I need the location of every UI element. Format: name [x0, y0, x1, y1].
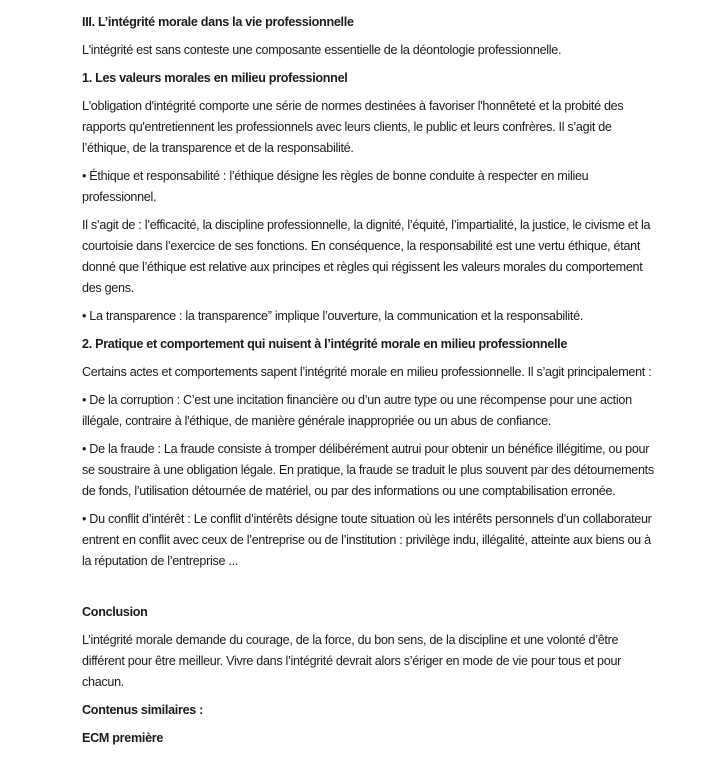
contenus-similaires-heading: Contenus similaires : [82, 703, 204, 717]
bullet-transparence: • La transparence : la transparence” implique l’ouverture, la communication et la responsabilité. [82, 309, 584, 323]
ecm-premiere-heading: ECM première [82, 731, 164, 745]
bullet-corruption: • De la corruption : C’est une incitation financière ou d’un autre type ou une récompense pour une action illégale, contraire à l'éthique, de manière générale inappropriée ou un abus de confiance. [82, 393, 632, 428]
paragraph-certains-actes: Certains actes et comportements sapent l’intégrité morale en milieu professionnelle. Il s’agit principalement : [82, 365, 652, 379]
conclusion-heading: Conclusion [82, 605, 148, 619]
bullet-ethique: • Éthique et responsabilité : l’éthique désigne les règles de bonne conduite à respecter en milieu professionnel. [82, 169, 589, 204]
subsection-heading-2: 2. Pratique et comportement qui nuisent à l’intégrité morale en milieu professionnelle [82, 337, 568, 351]
intro-paragraph: L'intégrité est sans conteste une composante essentielle de la déontologie professionnelle. [82, 43, 562, 57]
subsection-heading-1: 1. Les valeurs morales en milieu professionnel [82, 71, 348, 85]
bullet-fraude: • De la fraude : La fraude consiste à tromper délibérément autrui pour obtenir un bénéfice illégitime, ou pour se soustraire à une obligation légale. En pratique, la fraude se traduit le plus souvent par des détournements de fonds, l’utilisation détournée de matériel, ou par des informations ou une comptabilisation erronée. [82, 442, 654, 498]
section-heading-3: III. L’intégrité morale dans la vie professionnelle [82, 15, 354, 29]
bullet-conflit-interet: • Du conflit d’intérêt : Le conflit d’intérêts désigne toute situation où les intérêts personnels d’un collaborateur entrent en conflit avec ceux de l’entreprise ou de l’institution : privilège indu, illégalité, atteinte aux biens ou à la réputation de l’entreprise ... [82, 512, 652, 568]
conclusion-paragraph: L’intégrité morale demande du courage, de la force, du bon sens, de la discipline et une volonté d’être différent pour être meilleur. Vivre dans l’intégrité devrait alors s’ériger en mode de vie pour tous et pour chacun. [82, 633, 622, 689]
paragraph-efficacite: Il s’agit de : l’efficacité, la discipline professionnelle, la dignité, l’équité, l’impartialité, la justice, le civisme et la courtoisie dans l’exercice de ses fonctions. En conséquence, la responsabilité est une vertu éthique, étant donné que l’éthique est relative aux principes et règles qui régissent les valeurs morales du comportement des gens. [82, 218, 651, 295]
paragraph-obligation: L'obligation d'intégrité comporte une série de normes destinées à favoriser l'honnêteté et la probité des rapports qu'entretiennent les professionnels avec leurs clients, le public et leurs confrères. Il s’agit de l’éthique, de la transparence et de la responsabilité. [82, 99, 624, 155]
document-content [82, 12, 654, 749]
